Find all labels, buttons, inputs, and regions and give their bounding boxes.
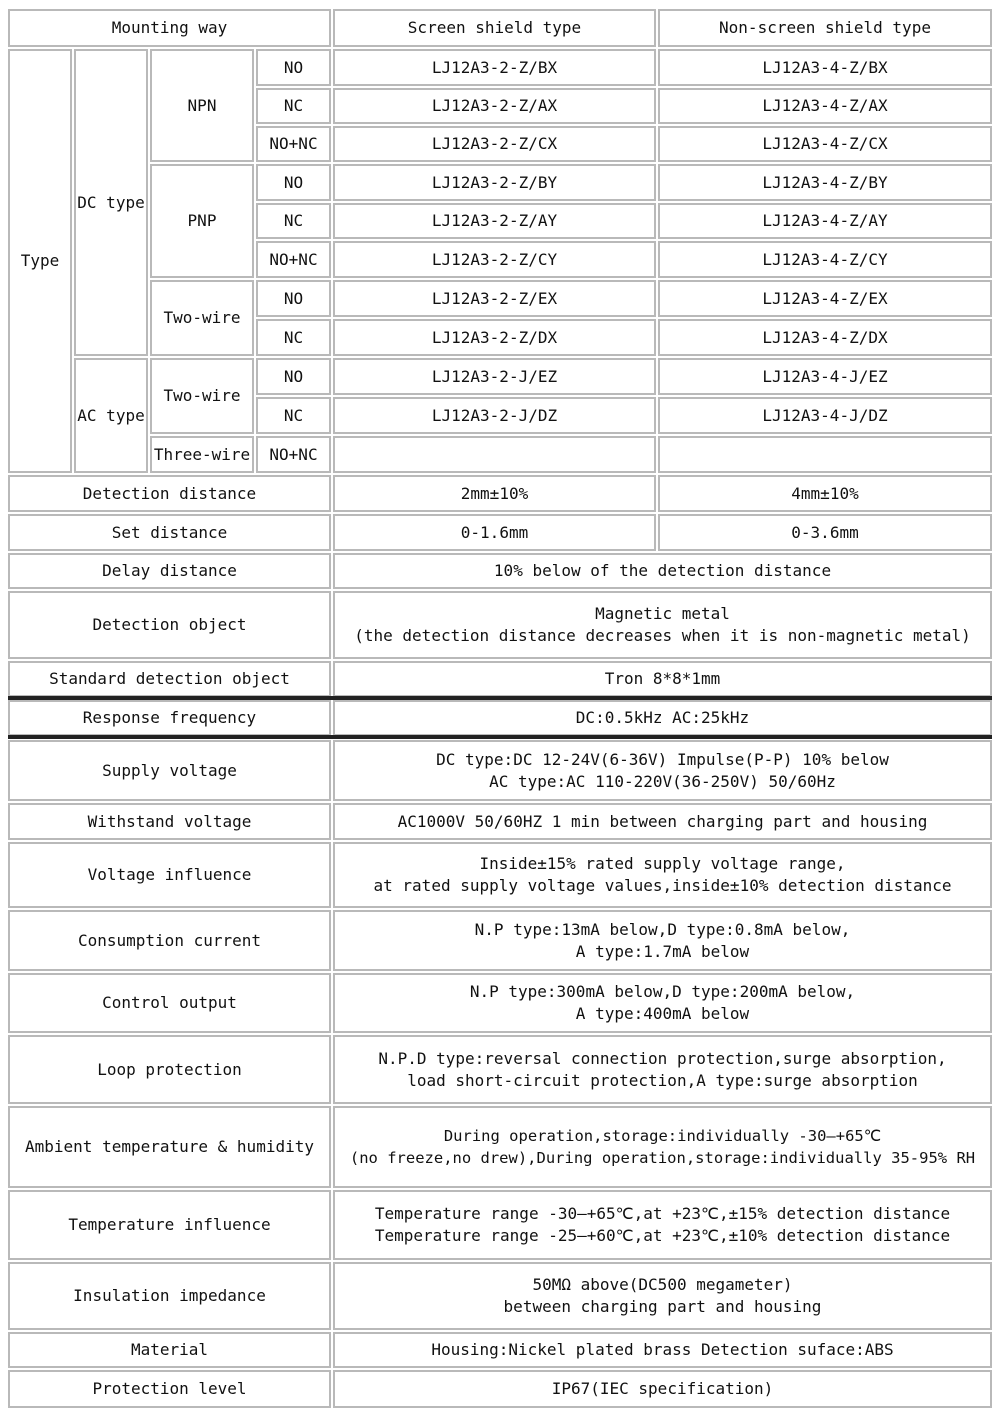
spec-value-material: Housing:Nickel plated brass Detection suface:ABS [333,1332,992,1368]
npn-label: NPN [150,49,254,162]
model-non-screen: LJ12A3-4-J/EZ [658,358,992,395]
model-non-screen: LJ12A3-4-Z/CY [658,241,992,278]
model-screen: LJ12A3-2-Z/BX [333,49,656,86]
spec-value-protection-level: IP67(IEC specification) [333,1370,992,1408]
spec-value-detection-object [333,591,992,659]
model-screen: LJ12A3-2-Z/CX [333,126,656,162]
spec-value-control-output [333,973,992,1033]
detection-object-line1: Magnetic metal [595,604,730,623]
supply-voltage-line1: DC type:DC 12-24V(6-36V) Impulse(P-P) 10% below [436,749,889,769]
control-output-line2: A type:400mA below [575,1004,750,1023]
output-cell: NO [256,358,331,395]
output-cell: NO+NC [256,126,331,162]
output-cell: NC [256,203,331,239]
supply-voltage-line2: AC type:AC 110-220V(36-250V) 50/60Hz [489,771,836,791]
output-cell: NO [256,280,331,317]
insulation-line2: between charging part and housing [503,1297,822,1316]
spec-label-loop-protection: Loop protection [8,1035,331,1104]
thick-divider-bottom [8,735,992,739]
spec-label-detection-object: Detection object [8,591,331,659]
output-cell: NO+NC [256,241,331,278]
spec-value-supply-voltage [333,740,992,801]
model-screen: LJ12A3-2-Z/AY [333,203,656,239]
spec-label-material: Material [8,1332,331,1368]
model-screen: LJ12A3-2-Z/AX [333,88,656,124]
type-label: Type [8,49,72,473]
spec-label-standard-detection-object: Standard detection object [8,661,331,697]
output-cell: NC [256,319,331,356]
header-non-screen-shield: Non-screen shield type [658,9,992,47]
spec-label-temperature-influence: Temperature influence [8,1190,331,1260]
spec-value-ambient [333,1106,992,1188]
output-cell: NC [256,88,331,124]
loop-protection-line2: load short-circuit protection,A type:surge absorption [407,1070,918,1090]
detection-object-line2: (the detection distance decreases when it is non-magnetic metal) [354,626,971,645]
spec-value-consumption-current [333,910,992,971]
temperature-influence-line2: Temperature range -25—+60℃,at +23℃,±10% detection distance [374,1226,951,1245]
three-wire-label: Three-wire [150,436,254,473]
model-screen: LJ12A3-2-Z/CY [333,241,656,278]
model-non-screen: LJ12A3-4-J/DZ [658,397,992,434]
thick-divider-top [8,696,992,700]
model-non-screen: LJ12A3-4-Z/BX [658,49,992,86]
spec-label-control-output: Control output [8,973,331,1033]
insulation-line1: 50MΩ above(DC500 megameter) [532,1275,793,1294]
voltage-influence-line1: Inside±15% rated supply voltage range, [479,854,846,873]
spec-value-standard-detection-object: Tron 8*8*1mm [333,661,992,697]
model-screen: LJ12A3-2-J/DZ [333,397,656,434]
spec-label-set-distance: Set distance [8,514,331,551]
model-non-screen: LJ12A3-4-Z/CX [658,126,992,162]
spec-label-response-frequency: Response frequency [8,700,331,736]
output-cell: NC [256,397,331,434]
control-output-line1: N.P type:300mA below,D type:200mA below, [469,982,856,1001]
spec-value-temperature-influence [333,1190,992,1260]
temperature-influence-line1: Temperature range -30—+65℃,at +23℃,±15% detection distance [374,1204,951,1223]
output-cell: NO+NC [256,436,331,473]
spec-label-consumption-current: Consumption current [8,910,331,971]
model-screen-empty [333,436,656,473]
ambient-line2: (no freeze,no drew),During operation,storage:individually 35-95% RH [349,1149,976,1167]
spec-label-protection-level: Protection level [8,1370,331,1408]
model-non-screen: LJ12A3-4-Z/AY [658,203,992,239]
model-non-screen: LJ12A3-4-Z/BY [658,164,992,201]
spec-value-voltage-influence [333,842,992,908]
spec-value-detection-distance-screen: 2mm±10% [333,475,656,512]
model-non-screen-empty [658,436,992,473]
header-screen-shield: Screen shield type [333,9,656,47]
spec-label-voltage-influence: Voltage influence [8,842,331,908]
loop-protection-line1: N.P.D type:reversal connection protection,surge absorption, [378,1048,947,1068]
spec-label-supply-voltage: Supply voltage [8,740,331,801]
header-mounting-way: Mounting way [8,9,331,47]
spec-value-insulation [333,1262,992,1330]
consumption-current-line2: A type:1.7mA below [575,941,750,961]
model-screen: LJ12A3-2-Z/BY [333,164,656,201]
spec-label-insulation: Insulation impedance [8,1262,331,1330]
two-wire-ac-label: Two-wire [150,358,254,434]
model-non-screen: LJ12A3-4-Z/DX [658,319,992,356]
consumption-current-line1: N.P type:13mA below,D type:0.8mA below, [474,919,851,939]
ac-type-label: AC type [74,358,148,473]
pnp-label: PNP [150,164,254,278]
model-non-screen: LJ12A3-4-Z/EX [658,280,992,317]
spec-label-withstand-voltage: Withstand voltage [8,803,331,840]
output-cell: NO [256,49,331,86]
voltage-influence-line2: at rated supply voltage values,inside±10% detection distance [373,876,952,895]
dc-type-label: DC type [74,49,148,356]
spec-value-response-frequency: DC:0.5kHz AC:25kHz [333,700,992,736]
spec-value-delay-distance: 10% below of the detection distance [333,553,992,589]
spec-value-loop-protection [333,1035,992,1104]
model-screen: LJ12A3-2-Z/DX [333,319,656,356]
spec-label-ambient: Ambient temperature & humidity [8,1106,331,1188]
model-screen: LJ12A3-2-Z/EX [333,280,656,317]
model-non-screen: LJ12A3-4-Z/AX [658,88,992,124]
ambient-line1: During operation,storage:individually -30—+65℃ [443,1127,882,1145]
spec-value-withstand-voltage: AC1000V 50/60HZ 1 min between charging part and housing [333,803,992,840]
two-wire-dc-label: Two-wire [150,280,254,356]
spec-value-set-distance-non-screen: 0-3.6mm [658,514,992,551]
spec-value-set-distance-screen: 0-1.6mm [333,514,656,551]
model-screen: LJ12A3-2-J/EZ [333,358,656,395]
spec-label-detection-distance: Detection distance [8,475,331,512]
spec-label-delay-distance: Delay distance [8,553,331,589]
spec-value-detection-distance-non-screen: 4mm±10% [658,475,992,512]
output-cell: NO [256,164,331,201]
